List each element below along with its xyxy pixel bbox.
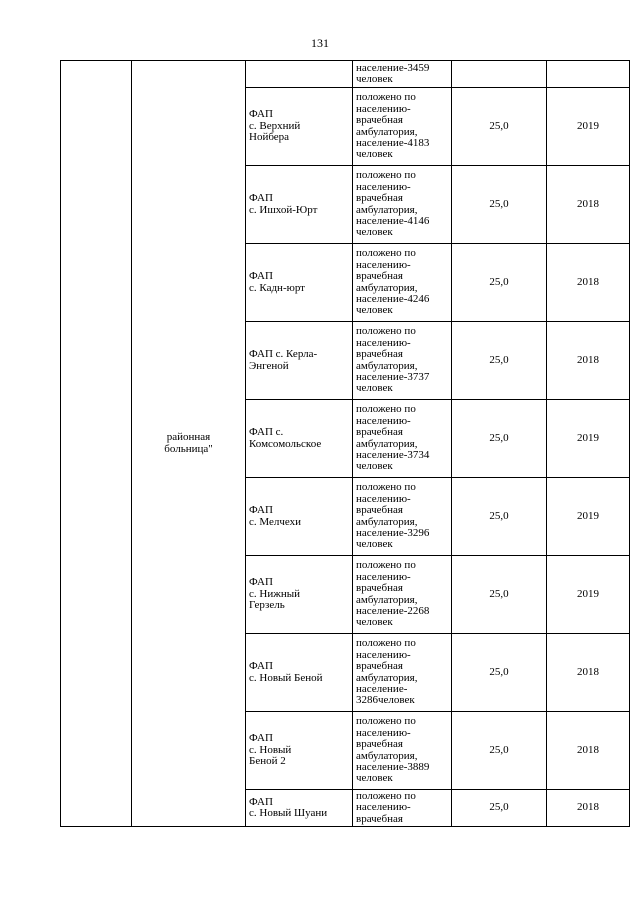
year-cell: 2019 <box>547 556 630 634</box>
note-cell: положено по населению- врачебная амбулатория, население-4183 человек <box>353 88 452 166</box>
facility-cell: ФАП с. Кадн-юрт <box>246 244 353 322</box>
area-cell <box>452 61 547 88</box>
note-cell: положено по населению- врачебная <box>353 790 452 827</box>
year-cell <box>547 61 630 88</box>
note-cell: положено по населению- врачебная амбулатория, население-3737 человек <box>353 322 452 400</box>
area-cell: 25,0 <box>452 244 547 322</box>
area-cell: 25,0 <box>452 88 547 166</box>
note-cell: положено по населению- врачебная амбулатория, население- 3286человек <box>353 634 452 712</box>
note-cell: положено по населению- врачебная амбулатория, население-2268 человек <box>353 556 452 634</box>
hospital-label: районная больница" <box>164 431 213 455</box>
facility-cell: ФАП с. Новый Беной <box>246 634 353 712</box>
year-cell: 2018 <box>547 790 630 827</box>
facility-cell: ФАП с. Верхний Нойбера <box>246 88 353 166</box>
facility-cell: ФАП с. Комсомольское <box>246 400 353 478</box>
note-cell: население-3459 человек <box>353 61 452 88</box>
area-cell: 25,0 <box>452 322 547 400</box>
area-cell: 25,0 <box>452 790 547 827</box>
year-cell: 2018 <box>547 322 630 400</box>
facility-cell: ФАП с. Ишхой-Юрт <box>246 166 353 244</box>
note-cell: положено по населению- врачебная амбулатория, население-3734 человек <box>353 400 452 478</box>
facility-cell: ФАП с. Новый Беной 2 <box>246 712 353 790</box>
year-cell: 2019 <box>547 478 630 556</box>
year-cell: 2018 <box>547 166 630 244</box>
table-row <box>61 61 630 88</box>
note-cell: положено по населению- врачебная амбулатория, население-4146 человек <box>353 166 452 244</box>
area-cell: 25,0 <box>452 634 547 712</box>
note-cell: положено по населению- врачебная амбулатория, население-4246 человек <box>353 244 452 322</box>
year-cell: 2019 <box>547 88 630 166</box>
year-cell: 2018 <box>547 712 630 790</box>
year-cell: 2019 <box>547 400 630 478</box>
hospital-cell <box>132 61 246 827</box>
area-cell: 25,0 <box>452 556 547 634</box>
facilities-table <box>60 60 630 827</box>
note-cell: положено по населению- врачебная амбулатория, население-3296 человек <box>353 478 452 556</box>
facility-cell: ФАП с. Нижный Герзель <box>246 556 353 634</box>
district-cell <box>61 61 132 827</box>
facility-cell: ФАП с. Керла- Энгеной <box>246 322 353 400</box>
facility-cell <box>246 61 353 88</box>
facility-cell: ФАП с. Новый Шуани <box>246 790 353 827</box>
area-cell: 25,0 <box>452 166 547 244</box>
page-number: 131 <box>311 36 329 50</box>
area-cell: 25,0 <box>452 712 547 790</box>
facility-cell: ФАП с. Мелчехи <box>246 478 353 556</box>
area-cell: 25,0 <box>452 400 547 478</box>
year-cell: 2018 <box>547 244 630 322</box>
note-cell: положено по населению- врачебная амбулатория, население-3889 человек <box>353 712 452 790</box>
year-cell: 2018 <box>547 634 630 712</box>
area-cell: 25,0 <box>452 478 547 556</box>
